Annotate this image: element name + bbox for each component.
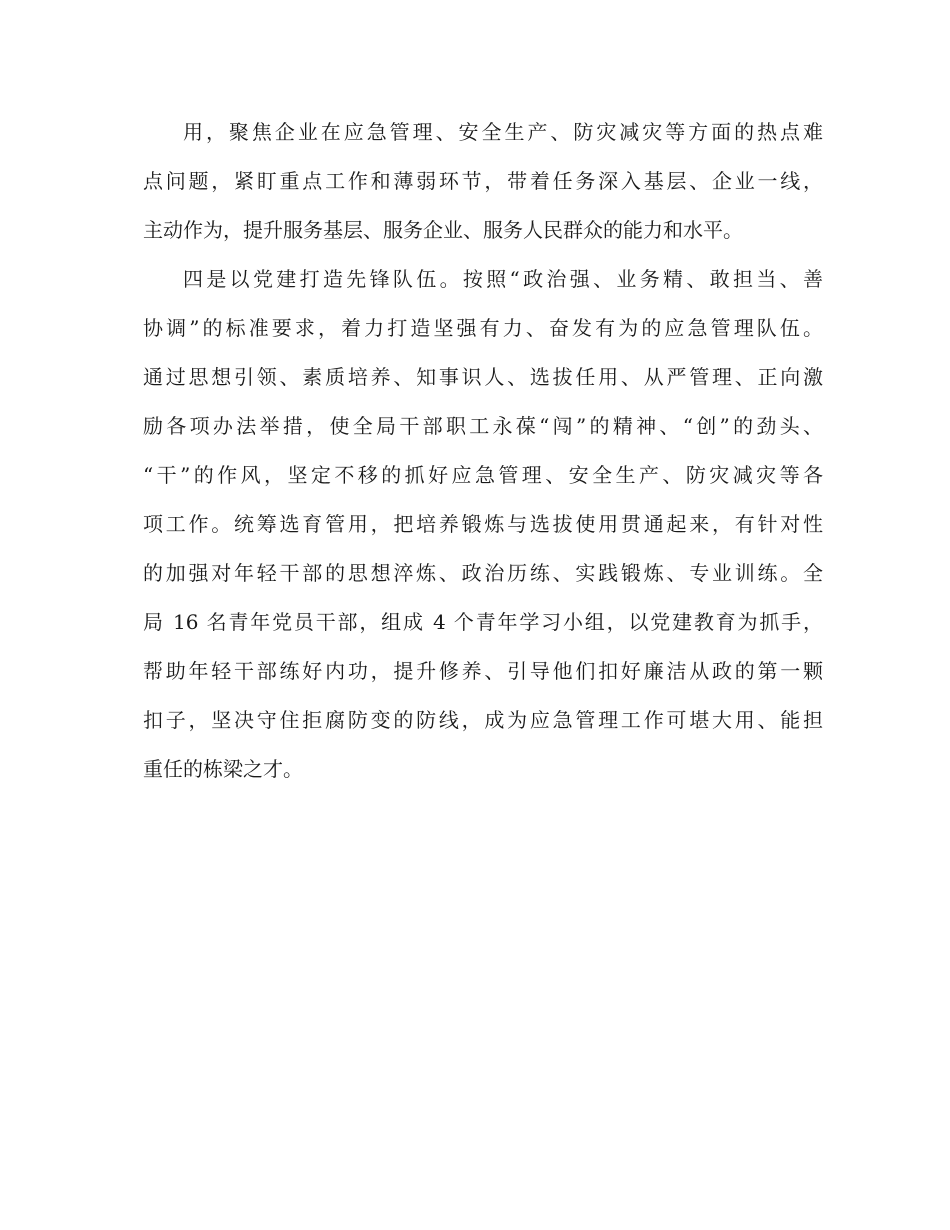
paragraph-line: 四是以党建打造先锋队伍。按照“政治强、业务精、敢担当、善 <box>183 267 823 291</box>
paragraph-line: 帮助年轻干部练好内功，提升修养、引导他们扣好廉洁从政的第一颗 <box>143 659 823 683</box>
paragraph-line: 局 16 名青年党员干部，组成 4 个青年学习小组，以党建教育为抓手， <box>143 610 823 634</box>
paragraph-line: 励各项办法举措，使全局干部职工永葆“闯”的精神、“创”的劲头、 <box>143 414 823 438</box>
paragraph-line: 通过思想引领、素质培养、知事识人、选拔任用、从严管理、正向激 <box>143 365 823 389</box>
paragraph-line: 的加强对年轻干部的思想淬炼、政治历练、实践锻炼、专业训练。全 <box>143 561 823 585</box>
paragraph-line: 重任的栋梁之才。 <box>143 757 303 781</box>
paragraph-line: 用，聚焦企业在应急管理、安全生产、防灾减灾等方面的热点难 <box>183 120 823 144</box>
paragraph-line: 协调”的标准要求，着力打造坚强有力、奋发有为的应急管理队伍。 <box>143 316 823 340</box>
paragraph-line: 项工作。统筹选育管用，把培养锻炼与选拔使用贯通起来，有针对性 <box>143 512 823 536</box>
document-body <box>143 108 823 794</box>
paragraph-line: 主动作为，提升服务基层、服务企业、服务人民群众的能力和水平。 <box>143 218 743 242</box>
paragraph-2 <box>143 255 823 794</box>
paragraph-1 <box>143 108 823 255</box>
paragraph-line: 点问题，紧盯重点工作和薄弱环节，带着任务深入基层、企业一线， <box>143 169 823 193</box>
paragraph-line: 扣子，坚决守住拒腐防变的防线，成为应急管理工作可堪大用、能担 <box>143 708 823 732</box>
paragraph-line: “干”的作风，坚定不移的抓好应急管理、安全生产、防灾减灾等各 <box>143 463 823 487</box>
